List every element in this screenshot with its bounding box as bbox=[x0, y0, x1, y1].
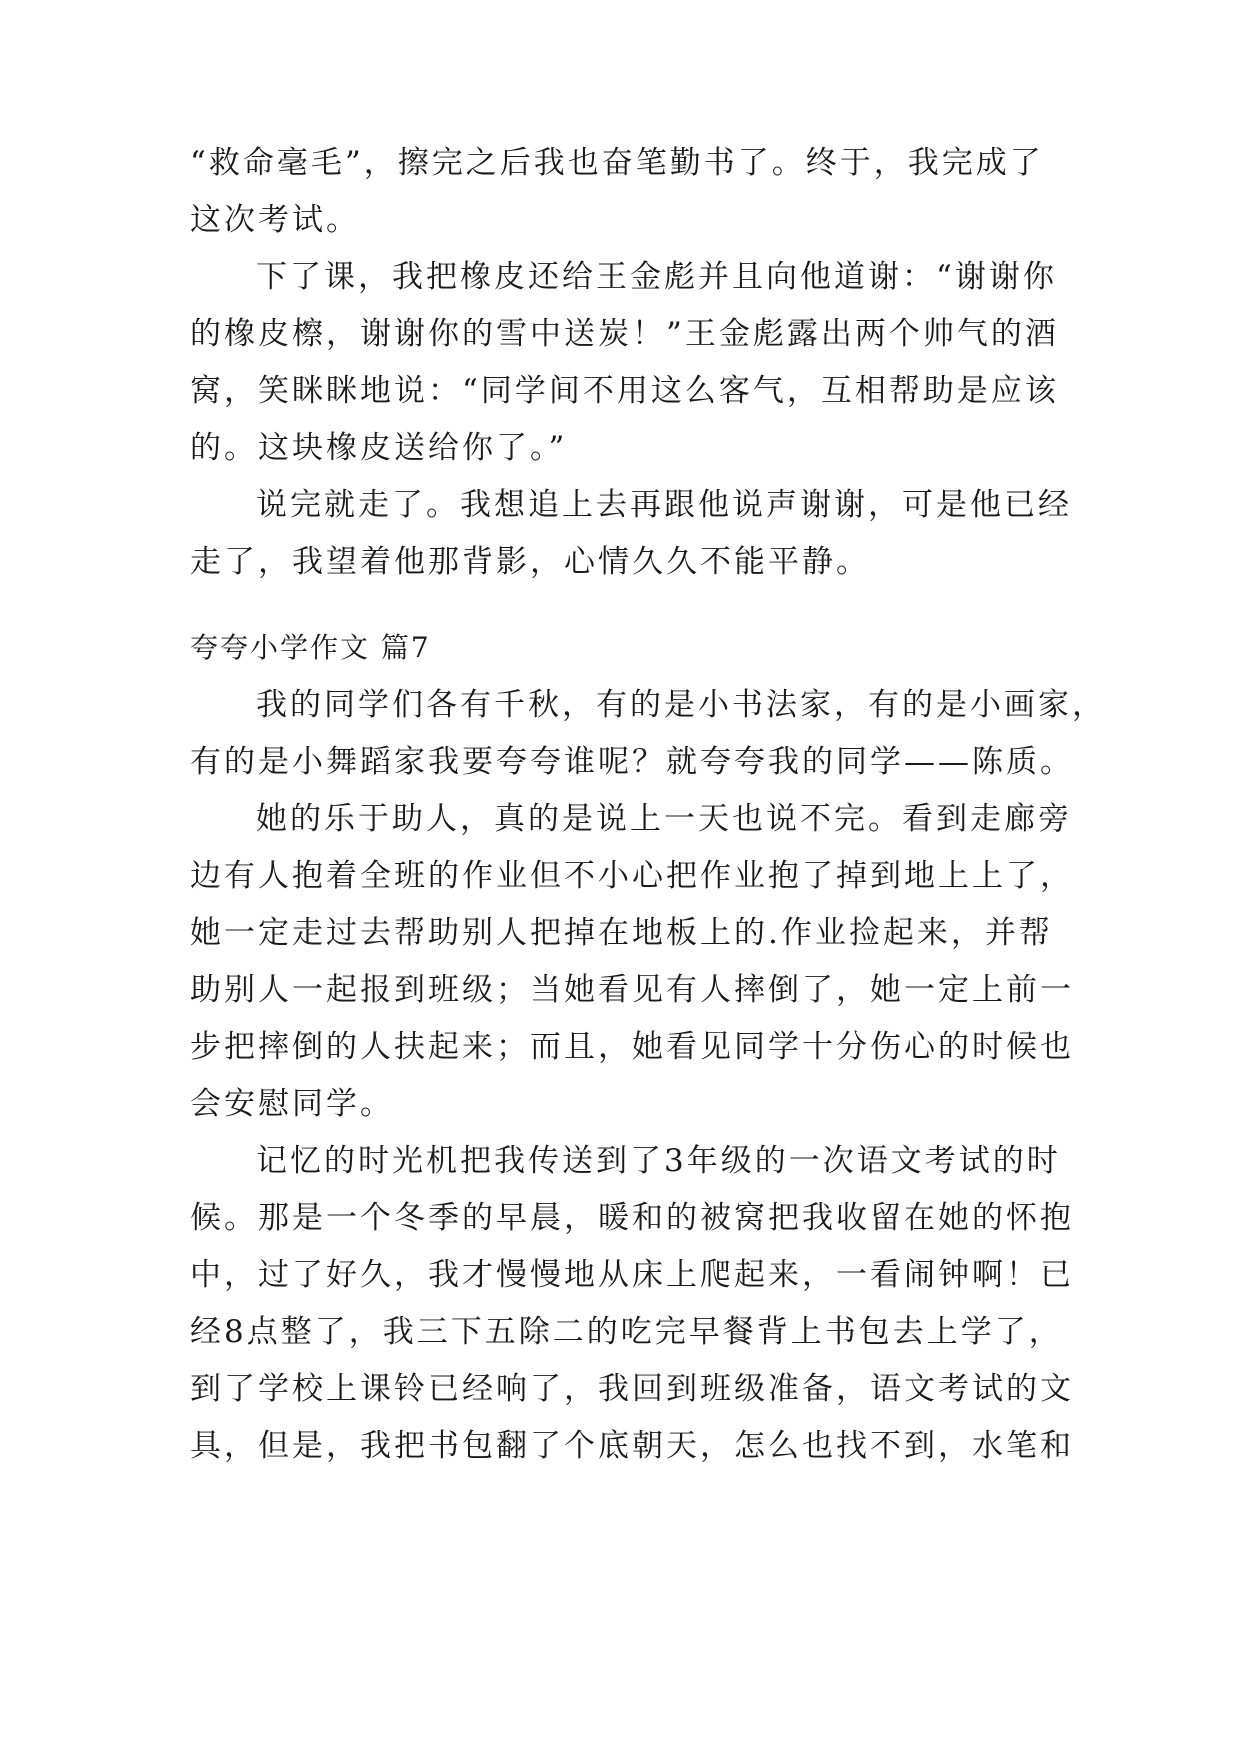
text-line: 边有人抱着全班的作业但不小心把作业抱了掉到地上上了， bbox=[190, 858, 1074, 894]
text-line: 到了学校上课铃已经响了，我回到班级准备，语文考试的文 bbox=[190, 1371, 1074, 1407]
text-line: “救命毫毛”，擦完之后我也奋笔勤书了。终于，我完成了 bbox=[190, 145, 1044, 181]
text-line: 助别人一起报到班级；当她看见有人摔倒了，她一定上前一 bbox=[190, 972, 1074, 1008]
text-line: 中，过了好久，我才慢慢地从床上爬起来，一看闹钟啊！已 bbox=[190, 1257, 1074, 1293]
text-line: 具，但是，我把书包翻了个底朝天，怎么也找不到，水笔和 bbox=[190, 1428, 1074, 1464]
text-line: 她的乐于助人，真的是说上一天也说不完。看到走廊旁 bbox=[256, 801, 1072, 837]
text-line: 我的同学们各有千秋，有的是小书法家，有的是小画家， bbox=[256, 687, 1106, 723]
text-line: 下了课，我把橡皮还给王金彪并且向他道谢：“谢谢你 bbox=[256, 259, 1057, 295]
text-line: 的橡皮檫，谢谢你的雪中送炭！”王金彪露出两个帅气的酒 bbox=[190, 316, 1059, 352]
text-line: 有的是小舞蹈家我要夸夸谁呢？就夸夸我的同学——陈质。 bbox=[190, 744, 1074, 780]
text-line: 走了，我望着他那背影，心情久久不能平静。 bbox=[190, 544, 870, 580]
text-line: 记忆的时光机把我传送到了3年级的一次语文考试的时 bbox=[256, 1143, 1061, 1179]
text-line: 会安慰同学。 bbox=[190, 1086, 394, 1122]
text-line: 候。那是一个冬季的早晨，暖和的被窝把我收留在她的怀抱 bbox=[190, 1200, 1074, 1236]
text-line: 的。这块橡皮送给你了。” bbox=[190, 430, 568, 466]
text-line: 窝，笑眯眯地说：“同学间不用这么客气，互相帮助是应该 bbox=[190, 373, 1059, 409]
text-line: 说完就走了。我想追上去再跟他说声谢谢，可是他已经 bbox=[256, 487, 1072, 523]
text-line: 她一定走过去帮助别人把掉在地板上的.作业捡起来，并帮 bbox=[190, 915, 1053, 951]
section-title: 夸夸小学作文 篇7 bbox=[190, 631, 431, 664]
text-line: 这次考试。 bbox=[190, 202, 360, 238]
text-line: 步把摔倒的人扶起来；而且，她看见同学十分伤心的时候也 bbox=[190, 1029, 1074, 1065]
text-line: 经8点整了，我三下五除二的吃完早餐背上书包去上学了， bbox=[190, 1314, 1063, 1350]
